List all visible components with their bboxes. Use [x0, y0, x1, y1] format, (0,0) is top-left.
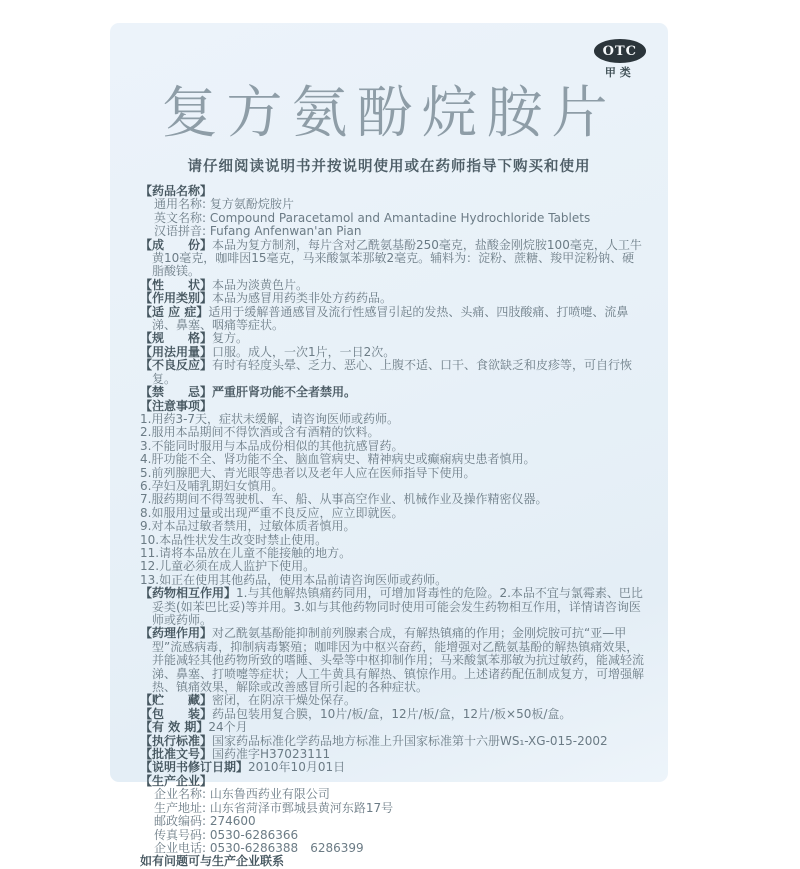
section-label: 【规 格】 — [140, 331, 213, 346]
section-text: 药品包装用复合膜，10片/板/盒，12片/板/盒，12片/板×50板/盒。 — [212, 706, 572, 721]
page-subtitle: 请仔细阅读说明书并按说明使用或在药师指导下购买和使用 — [187, 159, 591, 175]
leaflet-body — [110, 185, 668, 869]
otc-icon: OTC — [594, 39, 646, 63]
row-value: 山东鲁西药业有限公司 — [209, 787, 330, 802]
section-label: 【适 应 症】 — [140, 304, 209, 319]
section-storage — [140, 694, 646, 707]
section-adverse-reactions — [140, 359, 646, 386]
precaution-item: 9.对本品过敏者禁用，过敏体质者慎用。 — [140, 519, 356, 534]
section-text: 复方。 — [212, 331, 249, 346]
section-label: 【注意事项】 — [140, 398, 213, 413]
section-category — [140, 292, 646, 305]
section-specification — [140, 332, 646, 345]
section-text: 本品为淡黄色片。 — [212, 277, 309, 292]
section-ingredients — [140, 239, 646, 279]
section-label: 【生产企业】 — [140, 773, 213, 788]
precaution-item: 13.如正在使用其他药品，使用本品前请咨询医师或药师。 — [140, 572, 448, 587]
section-text: 2010年10月01日 — [248, 760, 346, 775]
precaution-item: 2.服用本品期间不得饮酒或含有酒精的饮料。 — [140, 425, 380, 440]
page-title: 复方氨酚烷胺片 — [161, 81, 617, 146]
section-label: 【禁 忌】 — [140, 385, 213, 400]
section-indications — [140, 306, 646, 333]
section-validity — [140, 721, 646, 734]
contact-note: 如有问题可与生产企业联系 — [140, 854, 285, 869]
section-text: 1.与其他解热镇痛药同用，可增加肾毒性的危险。2.本品不宜与氯霉素、巴比妥类(如苯巴比妥)等并用。3.如与其他药物同时使用可能会发生药物相互作用，详情请咨询医师或药师。 — [152, 586, 643, 627]
section-precautions — [140, 400, 646, 413]
drug-name-row — [140, 198, 646, 211]
manufacturer-row — [140, 788, 646, 801]
precaution-item: 10.本品性状发生改变时禁止使用。 — [140, 532, 328, 547]
section-label: 【不良反应】 — [140, 358, 213, 373]
otc-badge — [594, 39, 646, 78]
otc-category-label: 甲类 — [604, 66, 635, 79]
drug-name-row — [140, 225, 646, 238]
section-label: 【性 状】 — [140, 277, 213, 292]
section-text: 密闭，在阴凉干燥处保存。 — [212, 693, 357, 708]
section-text: 国家药品标准化学药品地方标准上升国家标准第十六册WS₁-XG-015-2002 — [212, 733, 608, 748]
precaution-item: 7.服药期间不得驾驶机、车、船、从事高空作业、机械作业及操作精密仪器。 — [140, 492, 548, 507]
manufacturer-row — [140, 815, 646, 828]
precaution-item: 8.如服用过量或出现严重不良反应，应立即就医。 — [140, 505, 404, 520]
row-key: 通用名称: — [154, 197, 207, 212]
row-value: 0530-6286388 6286399 — [209, 840, 364, 855]
section-label: 【成 份】 — [140, 237, 213, 252]
section-label: 【用法用量】 — [140, 344, 213, 359]
row-key: 汉语拼音: — [154, 224, 207, 239]
section-text: 24个月 — [208, 720, 248, 735]
section-text: 本品为感冒用药类非处方药药品。 — [212, 291, 393, 306]
section-text: 适用于缓解普通感冒及流行性感冒引起的发热、头痛、四肢酸痛、打喷嚏、流鼻涕、鼻塞、咽痛等症状。 — [152, 304, 629, 333]
section-label: 【包 装】 — [140, 706, 213, 721]
row-value: Compound Paracetamol and Amantadine Hydrochloride Tablets — [209, 210, 591, 225]
row-value: Fufang Anfenwan'an Pian — [209, 224, 362, 239]
precaution-item: 12.儿童必须在成人监护下使用。 — [140, 559, 316, 574]
section-label: 【执行标准】 — [140, 733, 213, 748]
section-text: 本品为复方制剂，每片含对乙酰氨基酚250毫克，盐酸金刚烷胺100毫克，人工牛黄10毫克，咖啡因15毫克，马来酸氯苯那敏2毫克。辅料为：淀粉、蔗糖、羧甲淀粉钠、硬脂酸镁。 — [152, 237, 642, 279]
section-text: 有时有轻度头晕、乏力、恶心、上腹不适、口干、食欲缺乏和皮疹等，可自行恢复。 — [152, 358, 633, 386]
section-label: 【药品名称】 — [140, 184, 213, 198]
row-key: 生产地址: — [154, 800, 207, 815]
section-label: 【作用类别】 — [140, 291, 213, 306]
section-drug-interactions — [140, 587, 646, 627]
section-revision-date — [140, 761, 646, 774]
row-key: 邮政编码: — [154, 814, 207, 829]
row-value: 0530-6286366 — [209, 827, 299, 842]
precaution-item: 6.孕妇及哺乳期妇女慎用。 — [140, 478, 284, 493]
precaution-item: 3.不能同时服用与本品成份相似的其他抗感冒药。 — [140, 438, 404, 453]
section-label: 【说明书修订日期】 — [140, 760, 249, 775]
row-key: 英文名称: — [154, 210, 207, 225]
section-label: 【药理作用】 — [140, 626, 213, 641]
row-key: 企业电话: — [154, 840, 207, 855]
precaution-item: 11.请将本品放在儿童不能接触的地方。 — [140, 545, 352, 560]
section-label: 【药物相互作用】 — [140, 586, 237, 601]
row-value: 复方氨酚烷胺片 — [209, 197, 294, 212]
section-label: 【批准文号】 — [140, 747, 213, 762]
precaution-item: 5.前列腺肥大、青光眼等患者以及老年人应在医师指导下使用。 — [140, 465, 476, 480]
section-text: 严重肝肾功能不全者禁用。 — [212, 385, 357, 400]
section-contraindications — [140, 386, 646, 399]
row-value: 山东省菏泽市鄄城县黄河东路17号 — [209, 800, 394, 815]
section-label: 【贮 藏】 — [140, 693, 213, 708]
section-text: 国药准字H37023111 — [212, 747, 331, 762]
row-value: 274600 — [209, 814, 256, 829]
section-text: 口服。成人，一次1片，一日2次。 — [212, 344, 396, 359]
row-key: 传真号码: — [154, 827, 207, 842]
section-label: 【有 效 期】 — [140, 720, 209, 735]
precaution-item: 4.肝功能不全、肾功能不全、脑血管病史、精神病史或癫痫病史患者慎用。 — [140, 452, 536, 467]
drug-leaflet-sheet — [110, 23, 668, 869]
precaution-item: 1.用药3-7天，症状未缓解，请咨询医师或药师。 — [140, 411, 400, 426]
manufacturer-row — [140, 829, 646, 842]
section-text: 对乙酰氨基酚能抑制前列腺素合成，有解热镇痛的作用；金刚烷胺可抗“亚—甲型”流感病毒，抑制病毒繁殖；咖啡因为中枢兴奋药，能增强对乙酰氨基酚的解热镇痛效果，并能减轻其他药物所致的嗜睡、头晕等中枢抑制作用；马来酸氯苯那敏为抗过敏药，能减轻流涕、鼻塞、打喷嚏等症状；人工牛黄具有解热、镇惊作用。上述诸药配伍制成复方，可增强解热、镇痛效果，解除或改善感冒所引起的各种症状。 — [152, 626, 645, 695]
row-key: 企业名称: — [154, 787, 207, 802]
section-pharmacology — [140, 627, 646, 694]
